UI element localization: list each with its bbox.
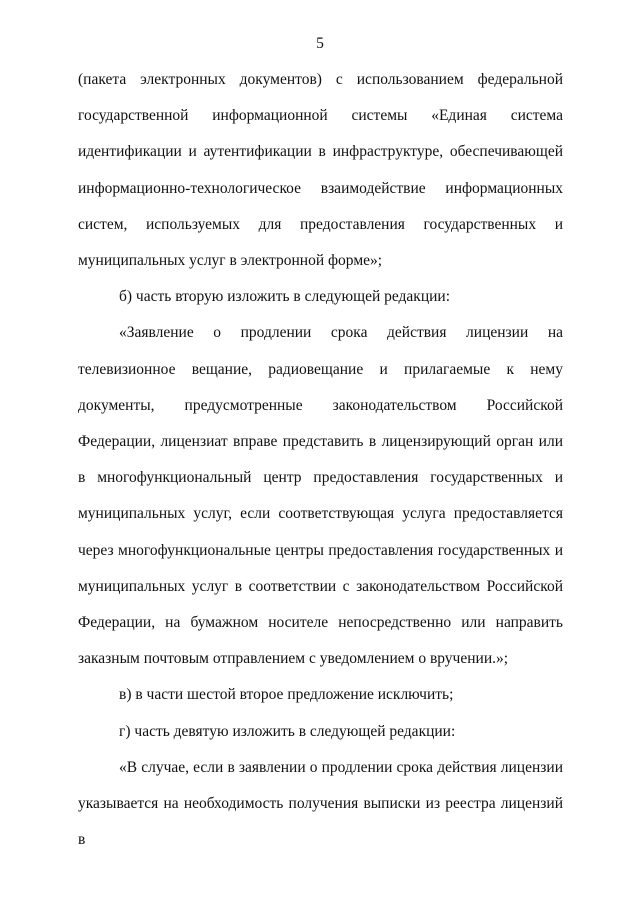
paragraph-item-b: б) часть вторую изложить в следующей редакции: xyxy=(119,288,451,306)
paragraph-quote-application: «Заявление о продлении срока действия лицензии на телевизионное вещание, радиовещание и прилагаемые к нему документы, предусмотренные законодательством Российской Федерации, лицензиат вправе представить в лицензирующий орган или в многофункциональный центр предоставления государственных и муниципальных услуг, если соответствующая услуга предоставляется через многофункциональные центры предоставления государственных и муниципальных услуг в соответствии с законодательством Российской Федерации, на бумажном носителе непосредственно или направить заказным почтовым отправлением с уведомлением о вручении.»; xyxy=(78,324,563,668)
document-body xyxy=(78,62,563,858)
paragraph-item-v: в) в части шестой второе предложение исключить; xyxy=(119,686,454,704)
paragraph-quote-extract: «В случае, если в заявлении о продлении срока действия лицензии указывается на необходимость получения выписки из реестра лицензий в xyxy=(78,758,563,849)
paragraph-continuation: (пакета электронных документов) с использованием федеральной государственной информационной системы «Единая система идентификации и аутентификации в инфраструктуре, обеспечивающей информационно-технологическое взаимодействие информационных систем, используемых для предоставления государственных и муниципальных услуг в электронной форме»; xyxy=(78,71,563,270)
paragraph-item-g: г) часть девятую изложить в следующей редакции: xyxy=(119,722,456,740)
page-number: 5 xyxy=(316,35,324,52)
